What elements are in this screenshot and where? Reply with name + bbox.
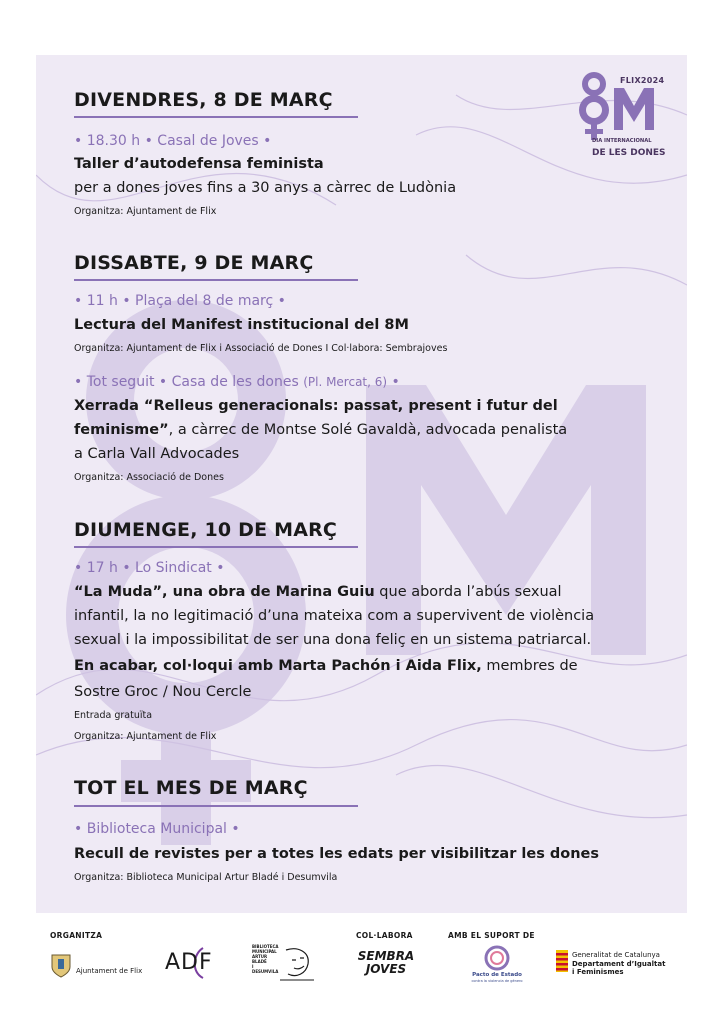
- day-title-friday: DIVENDRES, 8 DE MARÇ: [74, 89, 333, 111]
- event-title: Lectura del Manifest institucional del 8M: [74, 317, 409, 333]
- event-place-address: (Pl. Mercat, 6): [303, 375, 388, 389]
- logo-8-top-hole: [588, 78, 600, 90]
- day-title-sunday: DIUMENGE, 10 DE MARÇ: [74, 519, 338, 541]
- event-time: Tot seguit: [86, 374, 155, 390]
- day-rule: [74, 546, 358, 548]
- event-title: Recull de revistes per a totes les edats per visibilitzar les dones: [74, 846, 600, 862]
- day-rule: [74, 805, 358, 807]
- logo-venus-cross: [585, 129, 603, 134]
- generalitat-logo: [556, 950, 696, 980]
- bullet: •: [122, 293, 131, 309]
- logo-letter-m: [614, 88, 654, 130]
- wave-line-7: [396, 765, 687, 817]
- footer-suport-label: AMB EL SUPORT DE: [448, 931, 535, 940]
- bullet: •: [277, 293, 286, 309]
- event-description: per a dones joves fins a 30 anys a càrrec de Ludònia: [74, 180, 457, 196]
- event-line-3: sexual i la impossibilitat de ser una dona feliç en un sistema patriarcal.: [74, 632, 592, 648]
- event-line-2: infantil, la no legitimació d’una mateixa com a supervivent de violència: [74, 608, 595, 624]
- biblioteca-line: I DESUMVILA: [252, 964, 279, 974]
- ajuntament-name: Ajuntament de Flix: [76, 967, 143, 975]
- pacto-line-2: contra la violencia de género: [471, 979, 523, 983]
- day-title-all-month: TOT EL MES DE MARÇ: [74, 777, 308, 799]
- ajuntament-shield-icon: [50, 953, 72, 979]
- event-place: Plaça del 8 de març: [135, 293, 274, 309]
- event-organizer: Organitza: Ajuntament de Flix: [74, 206, 217, 217]
- day-title-saturday: DISSABTE, 9 DE MARÇ: [74, 252, 314, 274]
- event-title-bold: feminisme”: [74, 422, 169, 438]
- generalitat-line-3: i Feminismes: [572, 968, 624, 976]
- 8m-logo: [572, 66, 682, 166]
- event-meta: [74, 560, 225, 576]
- bullet: •: [74, 560, 83, 576]
- event-title-bold: “La Muda”, una obra de Marina Guiu: [74, 584, 375, 600]
- event-organizer: Organitza: Biblioteca Municipal Artur Bladé i Desumvila: [74, 872, 338, 883]
- event-organizer: Organitza: Associació de Dones: [74, 472, 224, 483]
- bullet: •: [391, 374, 400, 390]
- event-title-rest: , a càrrec de Montse Solé Gavaldà, advocada penalista: [168, 422, 568, 438]
- event-line-5: Sostre Groc / Nou Cercle: [74, 684, 252, 700]
- bullet: •: [216, 560, 225, 576]
- generalitat-line-2: Departament d’Igualtat: [572, 960, 666, 968]
- event-organizer: Organitza: Ajuntament de Flix i Associació de Dones I Col·labora: Sembrajoves: [74, 343, 448, 354]
- biblioteca-face-icon: [278, 944, 318, 984]
- bullet: •: [144, 133, 153, 149]
- biblioteca-line: MUNICIPAL: [252, 949, 277, 954]
- event-entry: Entrada gratuïta: [74, 710, 153, 721]
- footer-organitza-label: ORGANITZA: [50, 931, 103, 940]
- event-meta: [74, 133, 271, 149]
- event-colloqui-bold: En acabar, col·loqui amb Marta Pachón i Aida Flix,: [74, 658, 482, 674]
- bullet: •: [74, 374, 83, 390]
- adf-logo: [163, 946, 223, 980]
- event-organizer: Organitza: Ajuntament de Flix: [74, 731, 217, 742]
- event-place: Lo Sindicat: [135, 560, 212, 576]
- logo-subtitle-big: DE LES DONES: [592, 148, 666, 158]
- biblioteca-line: ARTUR BLADÉ: [252, 954, 268, 964]
- pacto-line-1: Pacto de Estado: [472, 972, 522, 978]
- event-place: Biblioteca Municipal: [86, 821, 227, 837]
- day-rule: [74, 116, 358, 118]
- biblioteca-logo: [248, 944, 318, 984]
- biblioteca-line: BIBLIOTECA: [252, 944, 279, 949]
- event-line-4: [74, 658, 578, 674]
- generalitat-flag-icon: [556, 950, 568, 972]
- adf-text: ADF: [165, 950, 213, 975]
- footer-collabora-label: COL·LABORA: [356, 931, 413, 940]
- logo-8-bottom-hole: [586, 102, 602, 118]
- pacto-estado-logo: [468, 944, 526, 986]
- event-line-1: [74, 584, 562, 600]
- bullet: •: [74, 293, 83, 309]
- pacto-circle-icon: [483, 944, 511, 972]
- sembrajoves-logo: [355, 944, 417, 984]
- event-time: 17 h: [86, 560, 118, 576]
- ajuntament-logo: [50, 953, 150, 983]
- bullet: •: [122, 560, 131, 576]
- bullet: •: [74, 133, 83, 149]
- sembrajoves-line-2: JOVES: [365, 962, 407, 976]
- event-title-line-1: Xerrada “Relleus generacionals: passat, present i futur del: [74, 398, 558, 414]
- sembrajoves-line-1: SEMBRA: [357, 949, 415, 963]
- event-title: Taller d’autodefensa feminista: [74, 156, 324, 172]
- bullet: •: [74, 821, 83, 837]
- bullet: •: [263, 133, 272, 149]
- event-place: Casal de Joves: [157, 133, 259, 149]
- event-description: a Carla Vall Advocades: [74, 446, 240, 462]
- event-time: 18.30 h: [86, 133, 141, 149]
- event-time: 11 h: [86, 293, 118, 309]
- bullet: •: [231, 821, 240, 837]
- biblioteca-text: [252, 944, 280, 974]
- day-rule: [74, 279, 358, 281]
- event-meta: [74, 293, 286, 309]
- event-text-rest: que aborda l’abús sexual: [374, 584, 562, 600]
- bullet: •: [158, 374, 168, 390]
- event-place: Casa de les dones: [171, 374, 299, 390]
- wave-line-4: [466, 255, 687, 285]
- event-text-rest: membres de: [481, 658, 578, 674]
- logo-subtitle-small: DIA INTERNACIONAL: [592, 138, 652, 144]
- logo-year: FLIX2024: [620, 76, 665, 85]
- event-meta: [74, 374, 400, 390]
- sembrajoves-text: [355, 950, 417, 976]
- generalitat-line-1: Generalitat de Catalunya: [572, 951, 660, 959]
- event-title-line-2: [74, 422, 567, 438]
- event-meta: [74, 821, 240, 837]
